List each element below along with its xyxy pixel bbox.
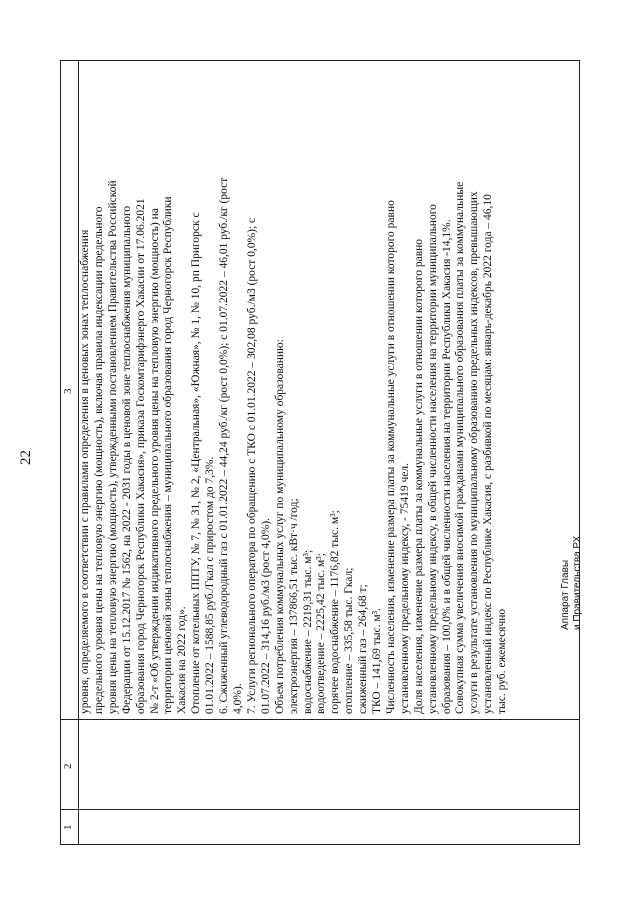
text-line: сжиженный газ – 264,68 т; [357,584,370,714]
text-line: Объем потребления коммунальных услуг по муниципальному образованию: [273,339,286,714]
text-line: Численность населения, изменение размера платы за коммунальные услуги в отношении которого равно [384,200,397,714]
text-line: 7. Услуги регионального оператора по обращению с ТКО с 01.01.2022 – 302,08 руб./м3 (рост 0,0%); с [245,217,258,714]
text-line: Совокупная сумма увеличения вносимой гражданами муниципального образования платы за коммунальные [454,181,467,714]
stamp-line: Аппарат Главы [560,559,571,630]
table-column-divider [61,809,579,810]
text-line: установленному предельному индексу, в общей численности населения на территории муниципального [426,204,439,714]
text-line: отопление – 335,58 тыс. Гкал; [343,567,356,714]
text-line: Доля населения, изменение размера платы за коммунальные услуги в отношении которого равно [412,238,425,714]
text-line: образования – 100,0% и в общей численности населения на территории Республики Хакасия -14,1%. [440,219,453,714]
text-line: услуги в результате установления по муниципальному образованию предельных индексов, превышающих [468,191,481,714]
text-line: горячее водоснабжение – 1176,82 тыс. м³; [329,510,342,714]
text-line: уровня, определяемого в соответствии с правилами определения в ценовых зонах теплоснабжения [79,229,91,714]
office-stamp [560,536,584,630]
table-cell-text [79,64,510,714]
text-line: 01.07.2022 – 314,16 руб./м3 (рост 4,0%). [259,517,272,714]
text-line: 01.01.2022 – 1588,85 руб./Гкал с приростом до 7,3%. [204,456,217,714]
data-table [60,60,580,845]
text-line: уровня цены на тепловую энергию (мощность), утвержденными постановлением Правительства Российской [106,180,119,714]
text-line: электроэнергия – 137866,51 тыс. кВт·ч /год; [287,498,300,714]
text-line: ТКО – 141,69 тыс. м³. [371,608,384,714]
table-header-row [61,61,79,844]
text-line: № 2-т «Об утверждении индикативного предельного уровня цены на тепловую энергию (мощность) на [148,208,161,714]
stamp-line: и Правительства РХ [572,535,583,630]
text-line: 6. Сжиженный углеводородный газ с 01.01.2022 – 44,24 руб./кг (рост 0,0%); с 01.07.2022 – 46,01 руб./кг (рост [218,177,231,714]
text-line: Отопление от котельных ППТУ, № 7, № 31, № 2, «Центральная», «Южная», № 1, № 10, рп Пригорск с [190,212,203,714]
text-line: водоснабжение – 2219,31 тыс. м³; [301,549,314,714]
table-column-divider [61,719,579,720]
text-line: территории ценовой зоны теплоснабжения – муниципального образования город Черногорск Республики [162,196,175,714]
table-header-cell: 1 [62,824,74,830]
text-line: установленному предельному индексу, - 75419 чел. [398,463,411,714]
text-line: Хакасия на 2022 год». [176,606,189,714]
table-header-cell: 3 [62,388,74,394]
text-line: тыс. руб. ежемесячно [496,608,509,714]
text-line: образования город Черногорск Республики Хакасия», приказа Госкомтарифэнерго Хакасии от 17.06.2021 [134,198,147,714]
text-line: 4,0%). [231,683,244,714]
text-line: Федерации от 15.12.2017 № 1562, на 2022 - 2031 годы в ценовой зоне теплоснабжения муниципального [120,205,133,714]
table-header-cell: 2 [62,763,74,769]
text-line: установленный индекс по Республике Хакасия, с разбивкой по месяцам: январь-декабрь 2022 года – 46,10 [482,194,495,714]
text-line: водоотведение – 2225,42 тыс. м³; [315,553,328,714]
text-line: предельного уровня цены на тепловую энергию (мощность), включая правила индексации предельного [92,206,105,714]
page-number: 22 [18,450,34,465]
